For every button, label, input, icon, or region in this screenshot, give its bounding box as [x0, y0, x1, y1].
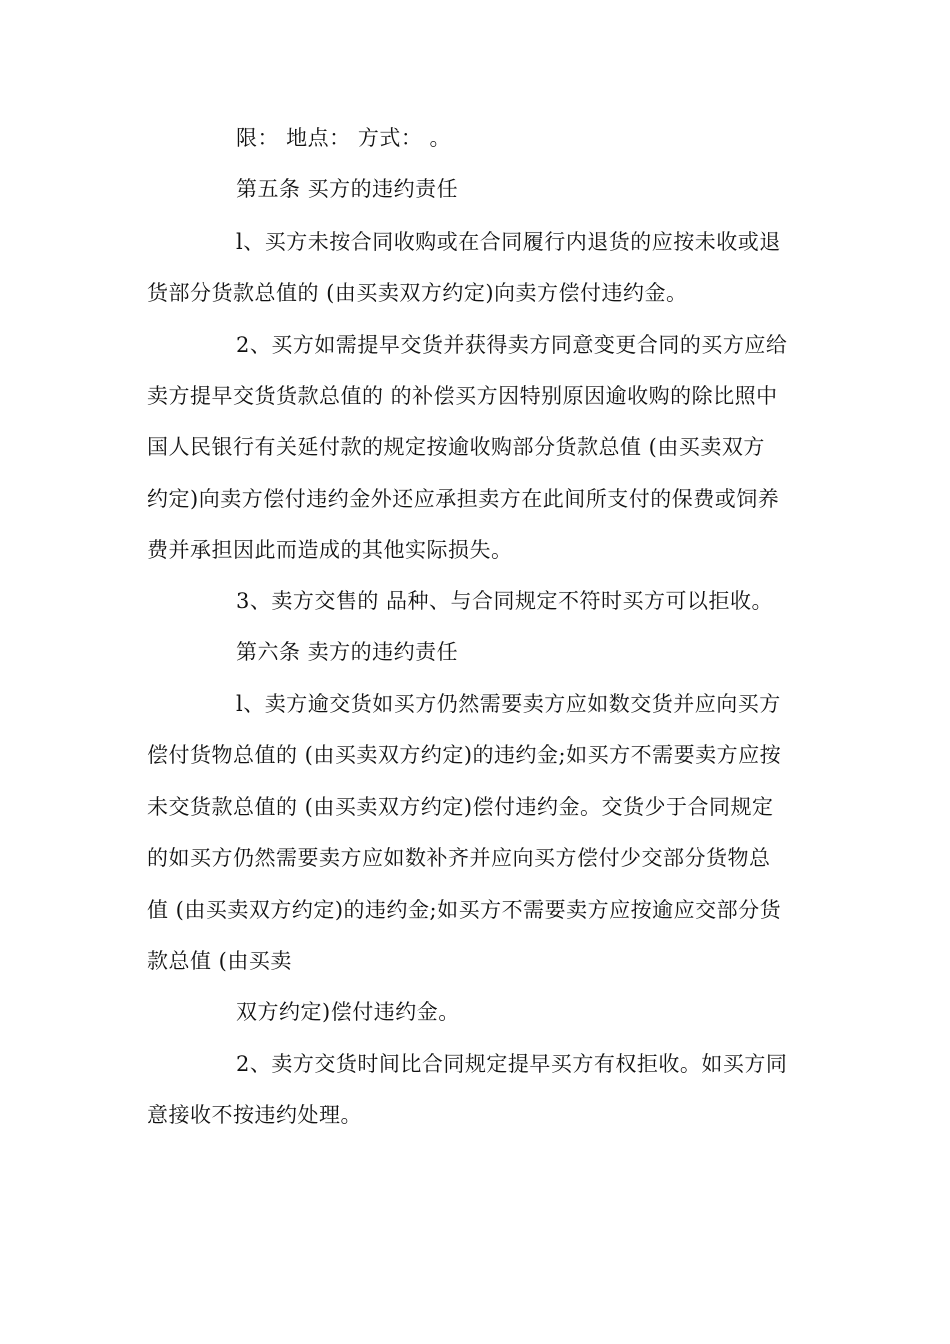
article-6-clause-2-line-2: 意接收不按违约处理。 [147, 1103, 362, 1127]
article-5-clause-2-line-3: 国人民银行有关延付款的规定按逾收购部分货款总值 (由买卖双方 [147, 435, 765, 459]
text-line-location-method: 限： 地点： 方式： 。 [236, 126, 452, 150]
article-6-clause-1-line-4: 的如买方仍然需要卖方应如数补齐并应向买方偿付少交部分货物总 [147, 846, 771, 870]
article-6-clause-1-line-6: 款总值 (由买卖 [147, 949, 292, 973]
article-5-clause-1-line-1: l、买方未按合同收购或在合同履行内退货的应按未收或退 [236, 230, 781, 254]
article-5-heading: 第五条 买方的违约责任 [236, 177, 459, 201]
article-6-heading: 第六条 卖方的违约责任 [236, 640, 459, 664]
article-5-clause-2-line-4: 约定)向卖方偿付违约金外还应承担卖方在此间所支付的保费或饲养 [147, 487, 780, 511]
article-6-clause-1-line-5: 值 (由买卖双方约定)的违约金;如买方不需要卖方应按逾应交部分货 [147, 898, 782, 922]
article-6-clause-1-line-7: 双方约定)偿付违约金。 [236, 1000, 460, 1024]
article-5-clause-2-line-5: 费并承担因此而造成的其他实际损失。 [147, 538, 513, 562]
article-6-clause-1-line-1: l、卖方逾交货如买方仍然需要卖方应如数交货并应向买方 [236, 692, 781, 716]
article-6-clause-1-line-2: 偿付货物总值的 (由买卖双方约定)的违约金;如买方不需要卖方应按 [147, 743, 782, 767]
article-6-clause-1-line-3: 未交货款总值的 (由买卖双方约定)偿付违约金。交货少于合同规定 [147, 795, 774, 819]
article-5-clause-3: 3、卖方交售的 品种、与合同规定不符时买方可以拒收。 [236, 589, 774, 613]
article-6-clause-2-line-1: 2、卖方交货时间比合同规定提早买方有权拒收。如买方同 [236, 1052, 788, 1076]
article-5-clause-2-line-1: 2、买方如需提早交货并获得卖方同意变更合同的买方应给 [236, 333, 788, 357]
article-5-clause-2-line-2: 卖方提早交货货款总值的 的补偿买方因特别原因逾收购的除比照中 [147, 384, 778, 408]
article-5-clause-1-line-2: 货部分货款总值的 (由买卖双方约定)向卖方偿付违约金。 [147, 281, 688, 305]
